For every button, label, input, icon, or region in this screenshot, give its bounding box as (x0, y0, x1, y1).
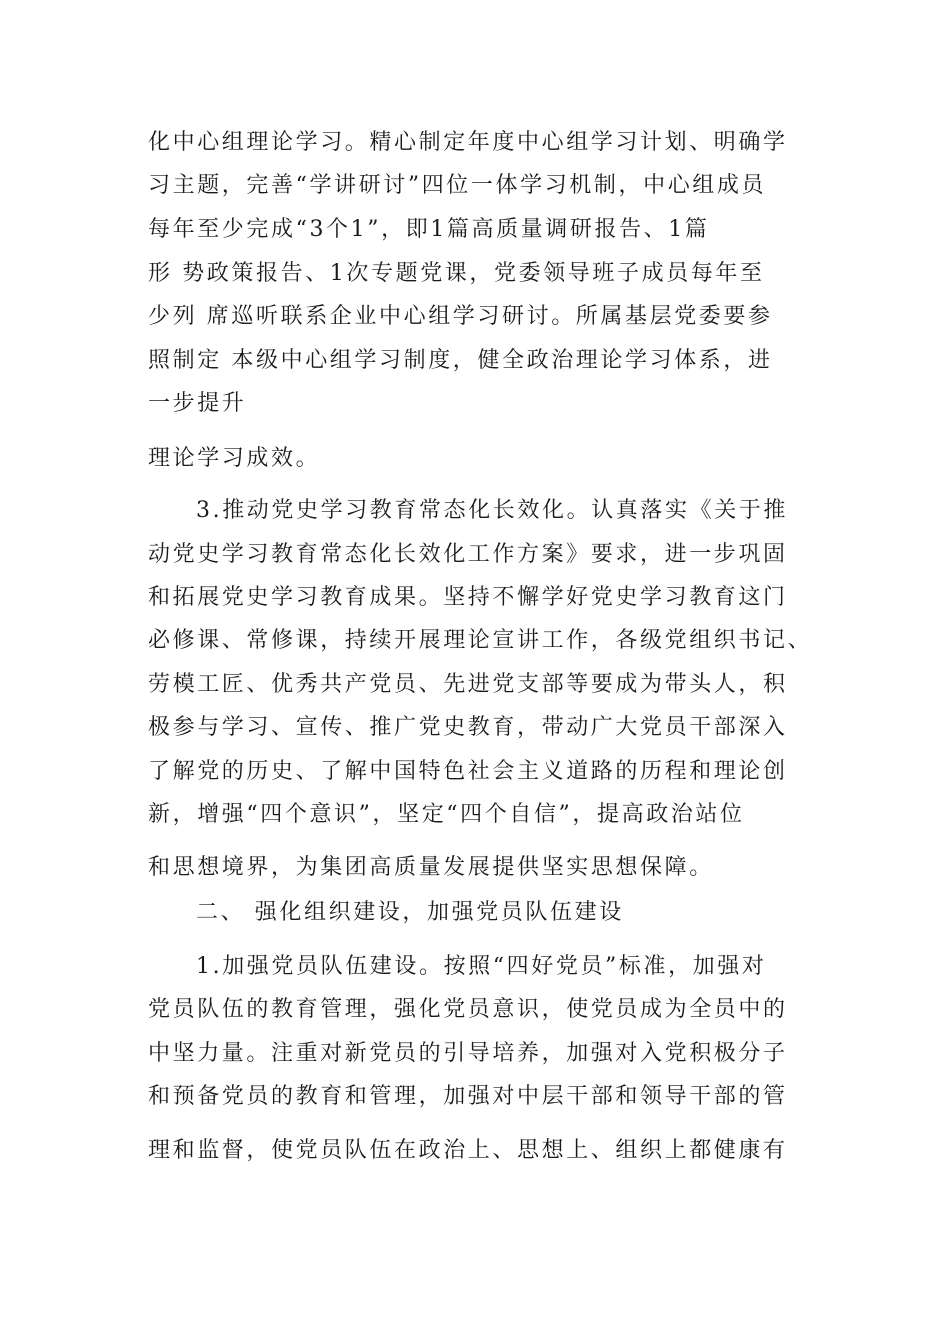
text-line: 中坚力量。注重对新党员的引导培养，加强对入党积极分子 (148, 1041, 788, 1066)
text-line: 和拓展党史学习教育成果。坚持不懈学好党史学习教育这门 (148, 585, 788, 610)
text-line: 党员队伍的教育管理，强化党员意识，使党员成为全员中的 (148, 997, 788, 1022)
text-line: 照制定 本级中心组学习制度，健全政治理论学习体系，进 (148, 348, 773, 373)
text-line: 了解党的历史、了解中国特色社会主义道路的历程和理论创 (148, 759, 788, 784)
paragraph-first-line: 3.推动党史学习教育常态化长效化。认真落实《关于推 (196, 498, 788, 523)
text-line: 化中心组理论学习。精心制定年度中心组学习计划、明确学 (148, 130, 788, 155)
text-line: 新，增强“四个意识”，坚定“四个自信”，提高政治站位 (148, 802, 745, 827)
text-line: 少列 席巡听联系企业中心组学习研讨。所属基层党委要参 (148, 304, 773, 329)
text-line: 极参与学习、宣传、推广党史教育，带动广大党员干部深入 (148, 715, 788, 740)
text-line: 理论学习成效。 (148, 446, 321, 471)
text-line: 一步提升 (148, 391, 247, 416)
section-heading: 二、 强化组织建设，加强党员队伍建设 (196, 900, 624, 925)
text-line: 形 势政策报告、1次专题党课，党委领导班子成员每年至 (148, 261, 765, 286)
text-line: 必修课、常修课，持续开展理论宣讲工作，各级党组织书记、 (148, 628, 813, 653)
text-line: 每年至少完成“3个1”，即1篇高质量调研报告、1篇 (148, 217, 710, 242)
paragraph-first-line: 1.加强党员队伍建设。按照“四好党员”标准，加强对 (196, 954, 767, 979)
text-line: 理和监督，使党员队伍在政治上、思想上、组织上都健康有 (148, 1138, 788, 1163)
text-line: 习主题，完善“学讲研讨”四位一体学习机制，中心组成员 (148, 173, 767, 198)
text-line: 劳模工匠、优秀共产党员、先进党支部等要成为带头人，积 (148, 672, 788, 697)
text-line: 动党史学习教育常态化长效化工作方案》要求，进一步巩固 (148, 542, 788, 567)
text-line: 和思想境界，为集团高质量发展提供坚实思想保障。 (148, 855, 714, 880)
text-line: 和预备党员的教育和管理，加强对中层干部和领导干部的管 (148, 1084, 788, 1109)
